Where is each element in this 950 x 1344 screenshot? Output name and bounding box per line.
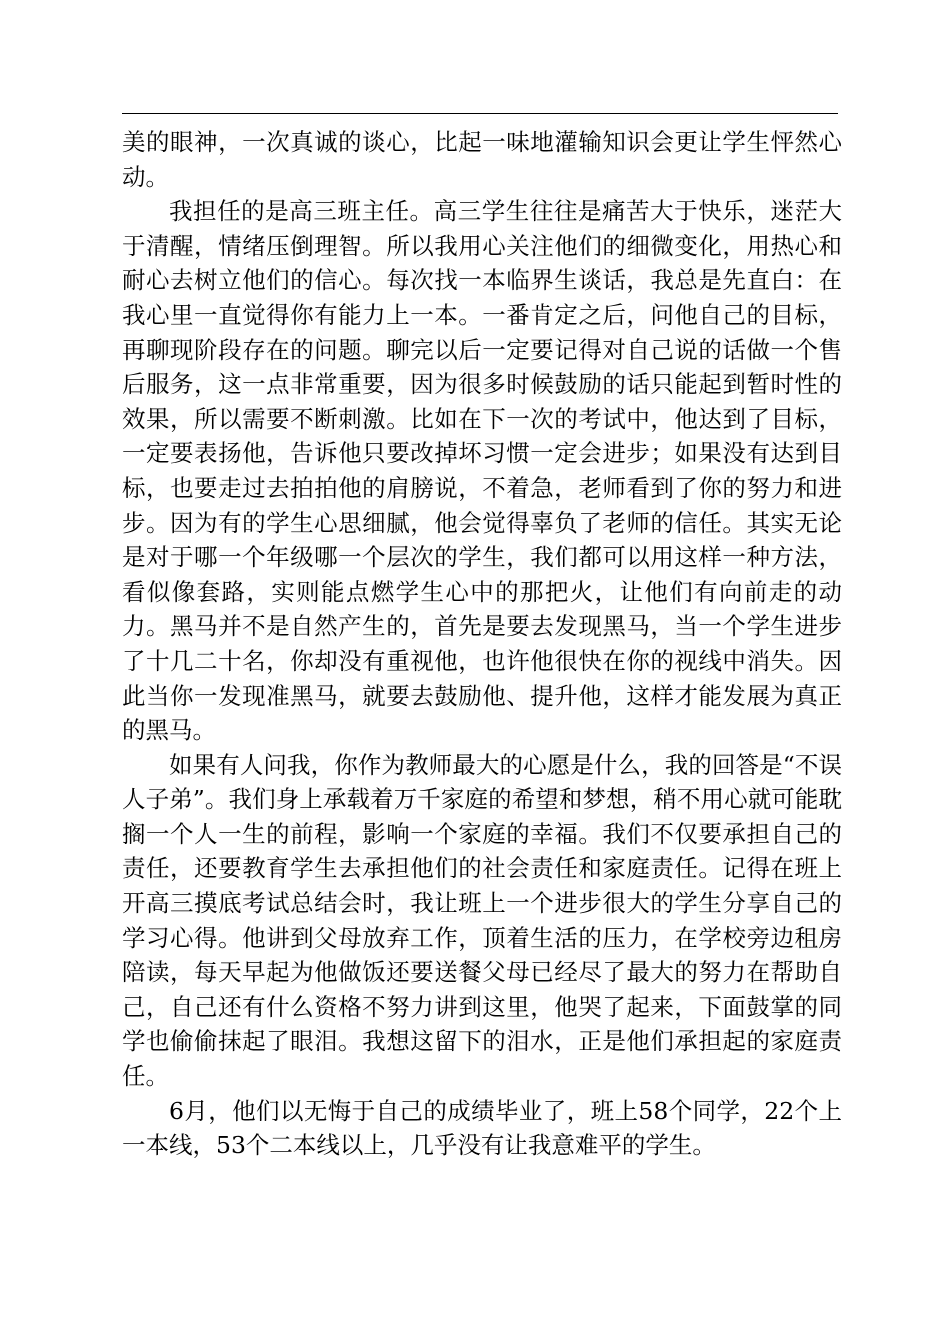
paragraph-graduation-results: 6月，他们以无悔于自己的成绩毕业了，班上58个同学，22个上一本线，53个二本线以上，几乎没有让我意难平的学生。: [122, 1096, 842, 1160]
header-rule: [122, 113, 838, 114]
paragraph-class-teacher: 我担任的是高三班主任。高三学生往往是痛苦大于快乐，迷茫大于清醒，情绪压倒理智。所以我用心关注他们的细微变化，用热心和耐心去树立他们的信心。每次找一本临界生谈话，我总是先直白：在我心里一直觉得你有能力上一本。一番肯定之后，问他自己的目标，再聊现阶段存在的问题。聊完以后一定要记得对自己说的话做一个售后服务，这一点非常重要，因为很多时候鼓励的话只能起到暂时性的效果，所以需要不断刺激。比如在下一次的考试中，他达到了目标，一定要表扬他，告诉他只要改掉坏习惯一定会进步；如果没有达到目标，也要走过去拍拍他的肩膀说，不着急，老师看到了你的努力和进步。因为有的学生心思细腻，他会觉得辜负了老师的信任。其实无论是对于哪一个年级哪一个层次的学生，我们都可以用这样一种方法，看似像套路，实则能点燃学生心中的那把火，让他们有向前走的动力。黑马并不是自然产生的，首先是要去发现黑马，当一个学生进步了十几二十名，你却没有重视他，也许他很快在你的视线中消失。因此当你一发现准黑马，就要去鼓励他、提升他，这样才能发展为真正的黑马。: [122, 197, 842, 745]
document-body: [122, 125, 842, 1163]
paragraph-teacher-wish: 如果有人问我，你作为教师最大的心愿是什么，我的回答是“不误人子弟”。我们身上承载着万千家庭的希望和梦想，稍不用心就可能耽搁一个人一生的前程，影响一个家庭的幸福。我们不仅要承担自己的责任，还要教育学生去承担他们的社会责任和家庭责任。记得在班上开高三摸底考试总结会时，我让班上一个进步很大的学生分享自己的学习心得。他讲到父母放弃工作，顶着生活的压力，在学校旁边租房陪读，每天早起为他做饭还要送餐父母已经尽了最大的努力在帮助自己，自己还有什么资格不努力讲到这里，他哭了起来，下面鼓掌的同学也偷偷抹起了眼泪。我想这留下的泪水，正是他们承担起的家庭责任。: [122, 750, 842, 1091]
paragraph-continuation: 美的眼神，一次真诚的谈心，比起一味地灌输知识会更让学生怦然心动。: [122, 128, 842, 191]
